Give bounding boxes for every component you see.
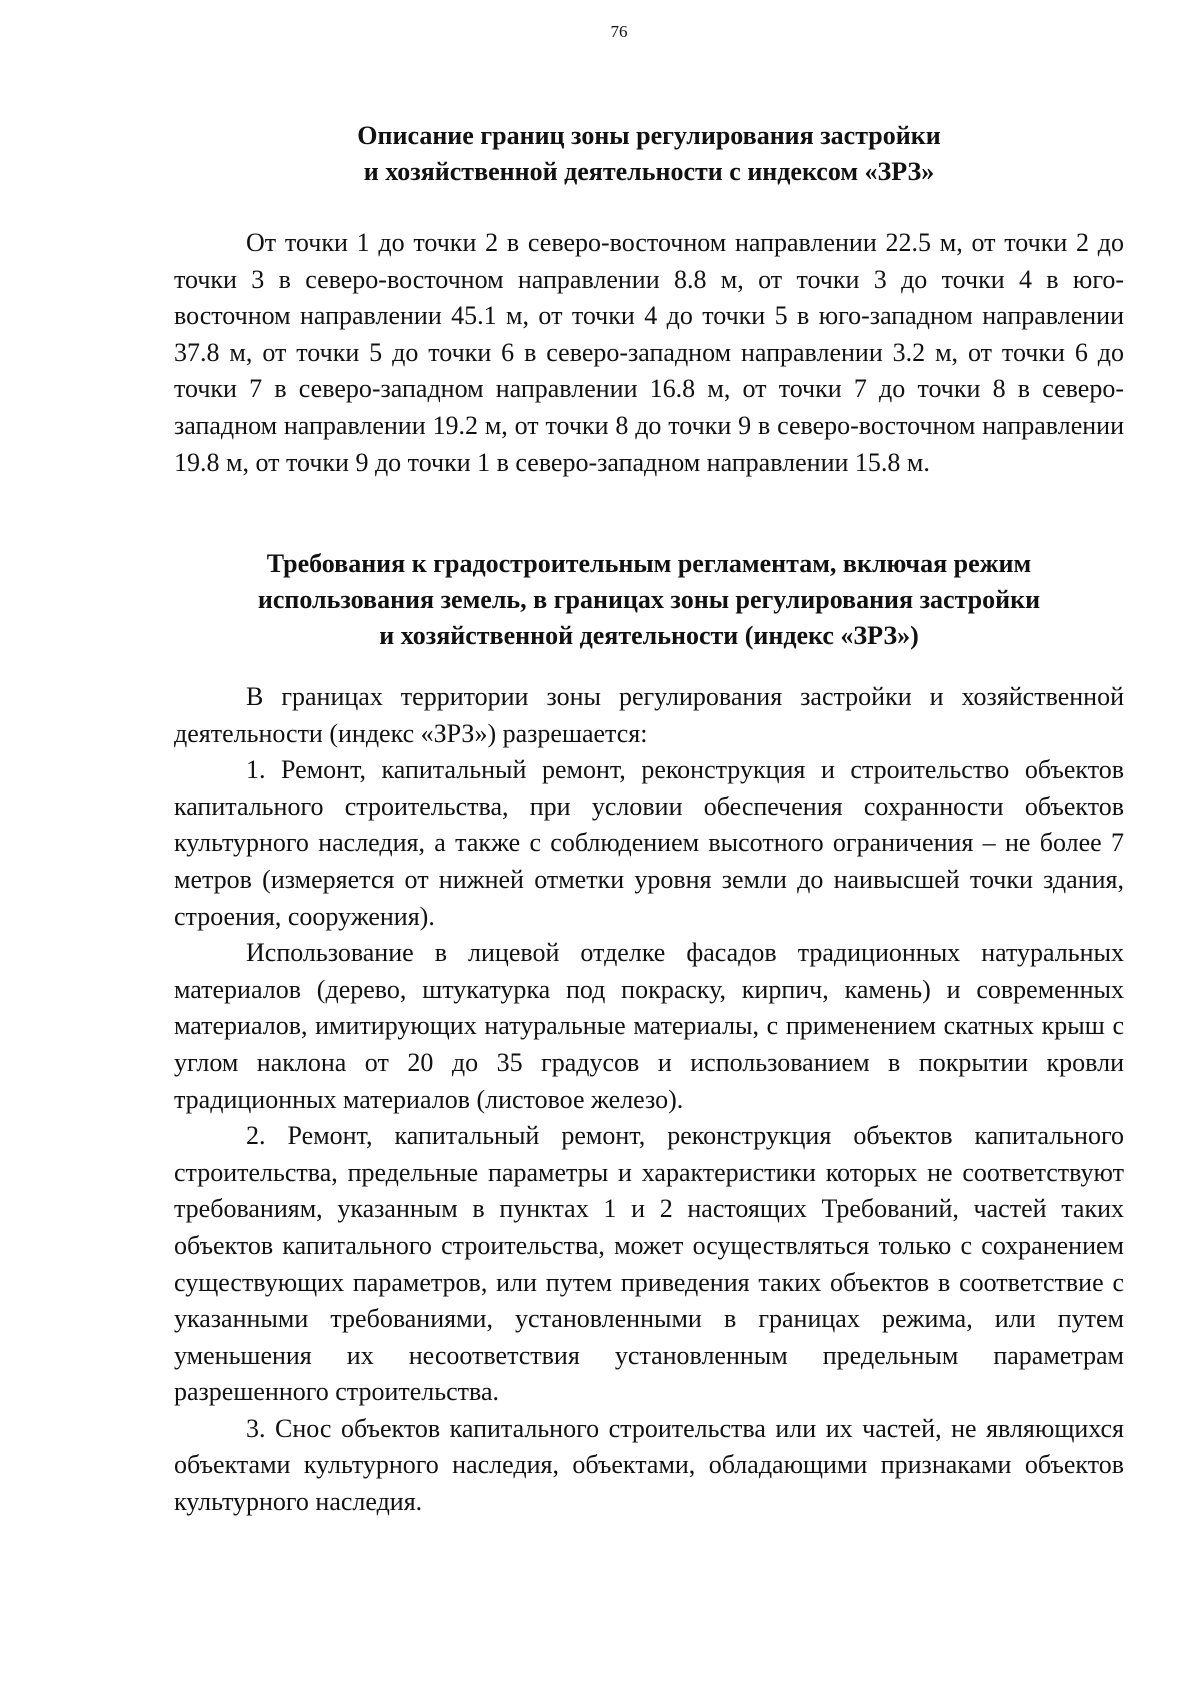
boundary-title-line-2: и хозяйственной деятельности с индексом «ЗРЗ» — [363, 157, 935, 186]
requirement-item-3: 3. Снос объектов капитального строительства или их частей, не являющихся объектами культурного наследия, объектами, обладающими признаками объектов культурного наследия. — [174, 1413, 1124, 1517]
requirements-body — [174, 679, 1124, 1521]
boundary-description: От точки 1 до точки 2 в северо-восточном направлении 22.5 м, от точки 2 до точки 3 в северо-восточном направлении 8.8 м, от точки 3 до точки 4 в юго-восточном направлении 45.1 м, от точки 4 до точки 5 в юго-западном направлении 37.8 м, от точки 5 до точки 6 в северо-западном направлении 3.2 м, от точки 6 до точки 7 в северо-западном направлении 16.8 м, от точки 7 до точки 8 в северо-западном направлении 19.2 м, от точки 8 до точки 9 в северо-восточном направлении 19.8 м, от точки 9 до точки 1 в северо-западном направлении 15.8 м. — [174, 228, 1124, 477]
requirement-item-1-materials: Использование в лицевой отделке фасадов традиционных натуральных материалов (дерево, штукатурка под покраску, кирпич, камень) и современных материалов, имитирующих натуральные материалы, с применением скатных крыш с углом наклона от 20 до 35 градусов и использованием в покрытии кровли традиционных материалов (листовое железо). — [174, 938, 1124, 1114]
boundary-description-block — [174, 225, 1124, 481]
requirements-section-title — [174, 546, 1124, 654]
requirements-title-line-2: использования земель, в границах зоны регулирования застройки — [257, 585, 1041, 614]
requirement-item-1: 1. Ремонт, капитальный ремонт, реконструкция и строительство объектов капитального строительства, при условии обеспечения сохранности объектов культурного наследия, а также с соблюдением высотного ограничения – не более 7 метров (измеряется от нижней отметки уровня земли до наивысшей точки здания, строения, сооружения). — [174, 755, 1124, 931]
requirements-intro-paragraph: В границах территории зоны регулирования застройки и хозяйственной деятельности (индекс «ЗРЗ») разрешается: — [174, 682, 1124, 748]
boundary-section-title — [174, 118, 1124, 190]
requirements-title-line-3: и хозяйственной деятельности (индекс «ЗРЗ») — [379, 621, 919, 650]
requirement-item-2: 2. Ремонт, капитальный ремонт, реконструкция объектов капитального строительства, предельные параметры и характеристики которых не соответствуют требованиям, указанным в пунктах 1 и 2 настоящих Требований, частей таких объектов капитального строительства, может осуществляться только с сохранением существующих параметров, или путем приведения таких объектов в соответствие с указанными требованиями, установленными в границах режима, или путем уменьшения их несоответствия установленным предельным параметрам разрешенного строительства. — [174, 1121, 1124, 1407]
requirements-title-line-1: Требования к градостроительным регламентам, включая режим — [266, 549, 1032, 578]
boundary-title-line-1: Описание границ зоны регулирования застройки — [357, 121, 941, 150]
page-number: 76 — [610, 22, 628, 41]
